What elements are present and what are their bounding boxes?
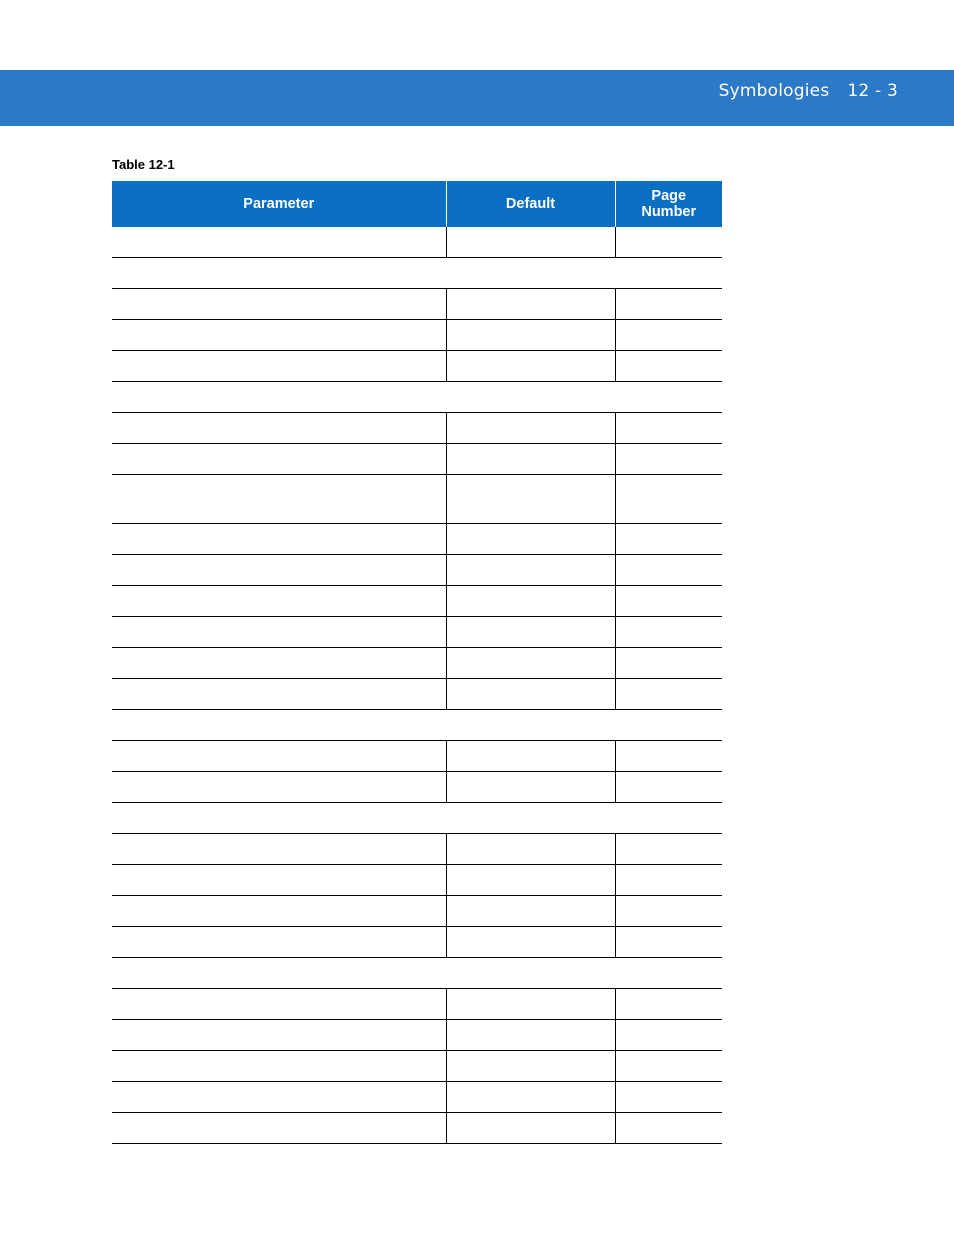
table-row [112,320,722,351]
table-row [112,1020,722,1051]
column-header-page-number-text: Page Number [641,188,697,220]
parameter-cell [112,444,446,475]
table-section-row [112,382,722,413]
parameter-cell [112,648,446,679]
table-row [112,741,722,772]
default-cell [446,1082,615,1113]
page-number-cell [615,896,722,927]
parameter-cell [112,227,446,258]
page-number-cell [615,617,722,648]
table-row [112,289,722,320]
page-number-cell [615,586,722,617]
table-row [112,989,722,1020]
default-cell [446,444,615,475]
table-section-row [112,803,722,834]
page-number-cell [615,475,722,524]
section-cell [112,958,722,989]
parameter-cell [112,413,446,444]
default-cell [446,1051,615,1082]
table-row [112,1051,722,1082]
section-cell [112,258,722,289]
parameter-cell [112,555,446,586]
table-row [112,227,722,258]
table-row [112,617,722,648]
page-number-cell [615,555,722,586]
parameter-cell [112,865,446,896]
default-cell [446,524,615,555]
page-number-cell [615,320,722,351]
table-row [112,1113,722,1144]
page-number-cell [615,1082,722,1113]
parameter-cell [112,351,446,382]
column-header-default: Default [446,181,615,227]
default-cell [446,741,615,772]
default-cell [446,648,615,679]
table-row [112,865,722,896]
table-body [112,227,722,1144]
page-number-cell [615,524,722,555]
default-cell [446,1113,615,1144]
page-number-cell [615,227,722,258]
section-cell [112,382,722,413]
default-cell [446,896,615,927]
default-cell [446,989,615,1020]
table-row [112,648,722,679]
running-header [719,81,898,101]
page-number-cell [615,741,722,772]
table-row [112,927,722,958]
table-caption: Table 12-1 [112,157,175,172]
column-header-parameter: Parameter [112,181,446,227]
table-row [112,1082,722,1113]
parameter-cell [112,772,446,803]
table-row [112,413,722,444]
page-number-cell [615,648,722,679]
parameter-defaults-table [112,181,722,1144]
parameter-cell [112,586,446,617]
parameter-cell [112,896,446,927]
parameter-cell [112,741,446,772]
table-row [112,475,722,524]
default-cell [446,865,615,896]
parameter-cell [112,289,446,320]
parameter-cell [112,927,446,958]
page-number-cell [615,834,722,865]
page-number-cell [615,989,722,1020]
parameter-cell [112,679,446,710]
table-row [112,586,722,617]
page-number-cell [615,1020,722,1051]
parameter-cell [112,475,446,524]
default-cell [446,289,615,320]
table-row [112,772,722,803]
default-cell [446,772,615,803]
default-cell [446,834,615,865]
default-cell [446,555,615,586]
table-row [112,524,722,555]
parameter-cell [112,1113,446,1144]
default-cell [446,617,615,648]
default-cell [446,475,615,524]
table-row [112,351,722,382]
default-cell [446,227,615,258]
default-cell [446,1020,615,1051]
default-cell [446,679,615,710]
parameter-cell [112,989,446,1020]
page-number-cell [615,351,722,382]
page-number-cell [615,865,722,896]
parameter-cell [112,834,446,865]
page-number-cell [615,289,722,320]
table-row [112,834,722,865]
table-section-row [112,958,722,989]
default-cell [446,927,615,958]
parameter-cell [112,617,446,648]
page-number-cell [615,927,722,958]
default-cell [446,351,615,382]
section-cell [112,803,722,834]
table-header-row [112,181,722,227]
page-number-cell [615,1051,722,1082]
table-row [112,679,722,710]
section-cell [112,710,722,741]
default-cell [446,586,615,617]
table-row [112,896,722,927]
parameter-cell [112,524,446,555]
table-row [112,555,722,586]
parameter-cell [112,1020,446,1051]
parameter-cell [112,1051,446,1082]
page-number: 12 - 3 [847,81,898,101]
parameter-cell [112,320,446,351]
column-header-page-number [615,181,722,227]
default-cell [446,320,615,351]
table-section-row [112,710,722,741]
page-number-cell [615,413,722,444]
page-number-cell [615,444,722,475]
default-cell [446,413,615,444]
page-number-cell [615,1113,722,1144]
table-row [112,444,722,475]
page-number-cell [615,679,722,710]
section-title: Symbologies [718,81,830,101]
parameter-cell [112,1082,446,1113]
page-number-cell [615,772,722,803]
table-section-row [112,258,722,289]
